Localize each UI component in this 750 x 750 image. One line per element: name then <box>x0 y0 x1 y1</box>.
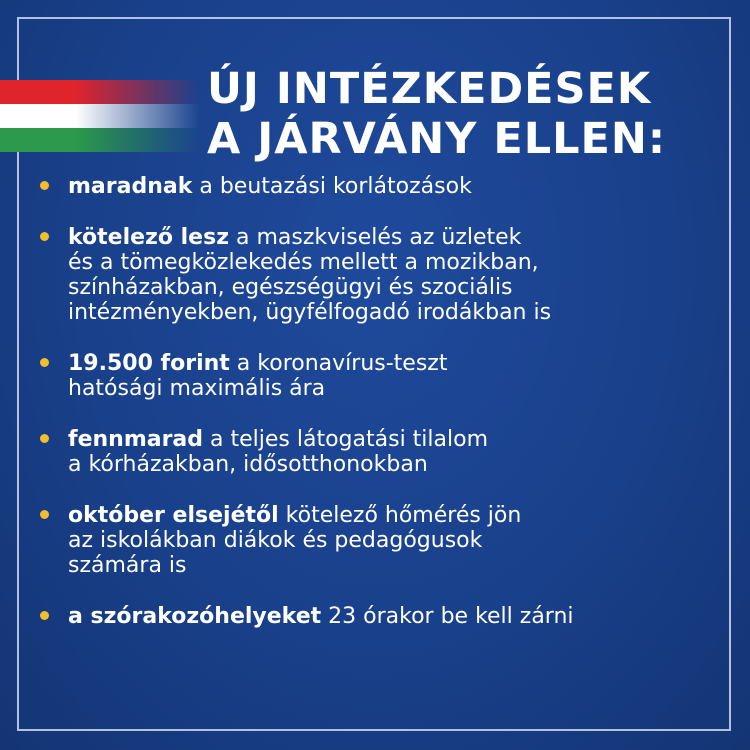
bullet-text: a koronavírus-teszt hatósági maximális ára <box>68 351 448 401</box>
bullet-bold-text: kötelező lesz <box>68 225 229 250</box>
bullet-dot-icon <box>40 232 49 241</box>
bullet-text: a beutazási korlátozások <box>192 174 472 199</box>
bullet-dot-icon <box>40 434 49 443</box>
bullet-bold-text: 19.500 forint <box>68 351 230 376</box>
bullet-dot-icon <box>40 510 49 519</box>
headline <box>207 64 666 164</box>
list-item <box>34 174 734 199</box>
bullet-bold-text: a szórakozóhelyeket <box>68 604 322 629</box>
flag-stripe-green <box>0 128 200 152</box>
headline-line-2: A JÁRVÁNY ELLEN: <box>207 114 667 164</box>
list-item <box>34 225 734 325</box>
bullet-text: kötelező hőmérés jön az iskolákban diákok és pedagógusok számára is <box>68 503 522 578</box>
bullet-text: a maszkviselés az üzletek és a tömegközlekedés mellett a mozikban, színházakban, egészségügyi és szociális intézményekben, ügyfélfogadó irodákban is <box>68 225 552 325</box>
list-item <box>34 604 734 629</box>
list-item <box>34 427 734 477</box>
hungarian-flag-icon <box>0 80 200 152</box>
flag-stripe-red <box>0 80 200 104</box>
bullet-text: a teljes látogatási tilalom a kórházakban, idősotthonokban <box>68 427 489 477</box>
list-item <box>34 503 734 578</box>
bullet-text: 23 órakor be kell zárni <box>321 604 574 629</box>
headline-line-1: ÚJ INTÉZKEDÉSEK <box>207 64 652 114</box>
bullet-dot-icon <box>40 611 49 620</box>
bullet-dot-icon <box>40 358 49 367</box>
bullet-bold-text: október elsejétől <box>68 503 279 528</box>
measures-list <box>34 174 734 655</box>
bullet-dot-icon <box>40 181 49 190</box>
list-item <box>34 351 734 401</box>
flag-stripe-white <box>0 104 200 128</box>
bullet-bold-text: fennmarad <box>68 427 204 452</box>
bullet-bold-text: maradnak <box>68 174 193 199</box>
